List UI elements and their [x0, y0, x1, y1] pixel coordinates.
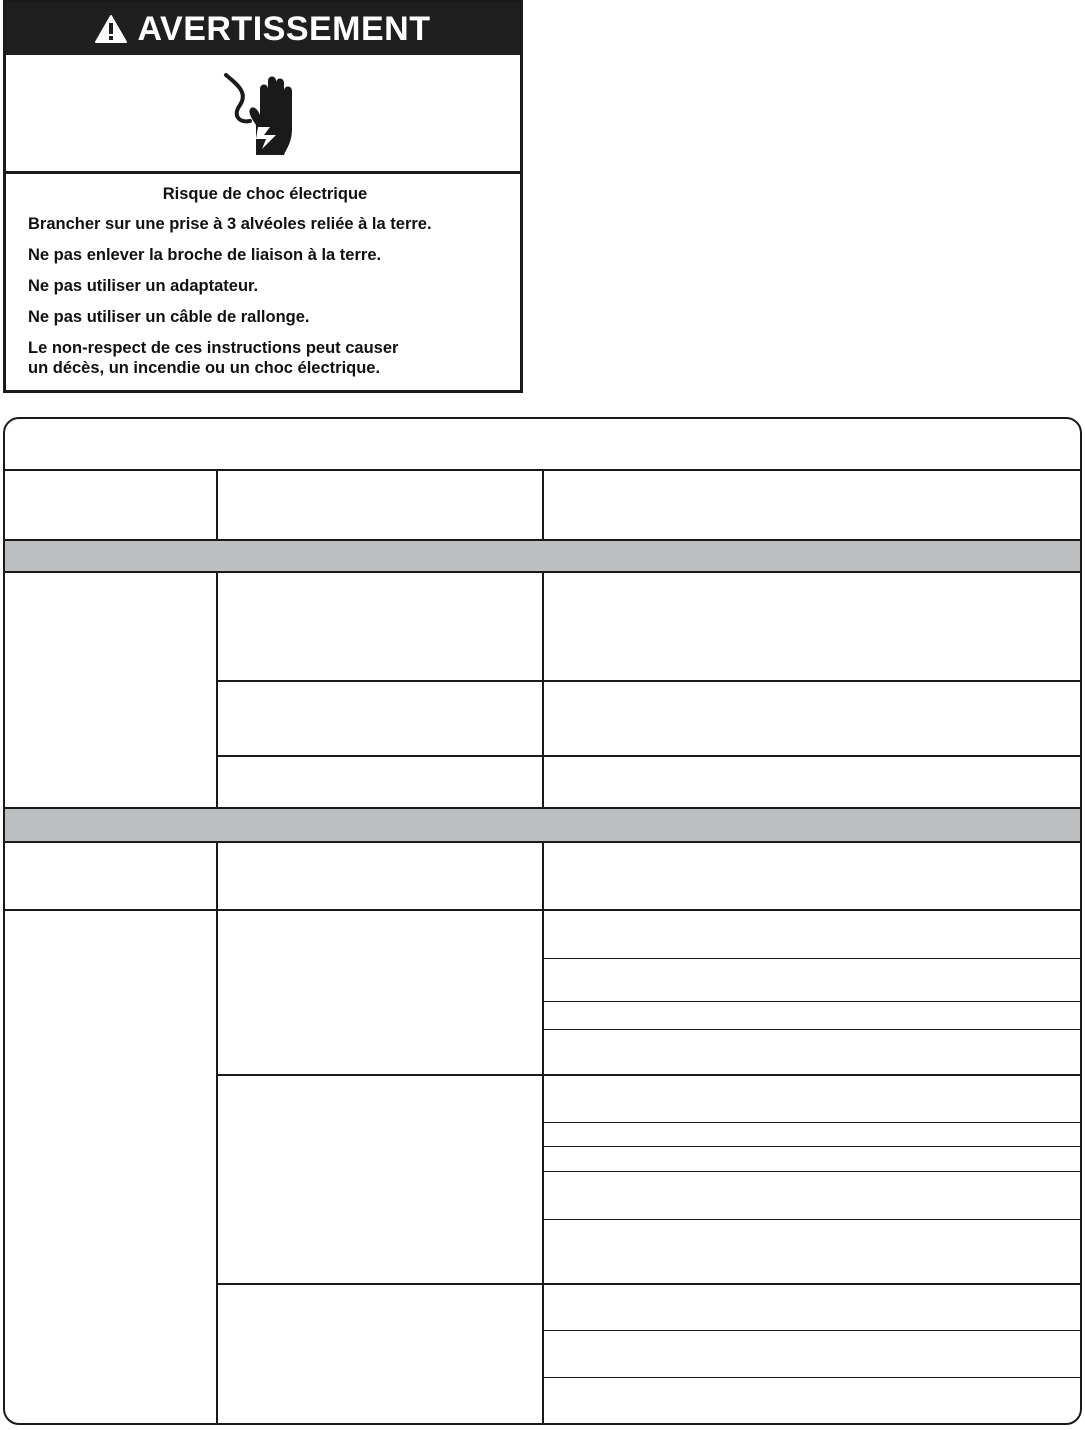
warning-consequence: Le non-respect de ces instructions peut causer un décès, un incendie ou un choc électrique. — [28, 339, 399, 377]
column-divider — [542, 843, 544, 1425]
row-divider — [542, 1146, 1080, 1147]
row-divider — [542, 1330, 1080, 1331]
warning-header — [6, 3, 520, 55]
row-divider — [542, 1171, 1080, 1172]
pictogram-panel — [6, 55, 520, 174]
electrical-warning-label — [3, 0, 523, 393]
column-divider — [216, 469, 218, 539]
row-divider — [216, 1283, 1080, 1285]
warning-text — [6, 174, 520, 378]
row-divider — [216, 755, 1080, 757]
warning-instruction: Ne pas utiliser un adaptateur. — [28, 277, 259, 295]
warning-instruction: Ne pas utiliser un câble de rallonge. — [28, 308, 310, 326]
row-divider — [542, 1219, 1080, 1220]
warning-instruction: Ne pas enlever la broche de liaison à la terre. — [28, 246, 382, 264]
row-divider — [542, 1122, 1080, 1123]
troubleshooting-table — [3, 417, 1082, 1425]
row-divider — [216, 1074, 1080, 1076]
row-divider — [542, 1029, 1080, 1030]
column-divider — [216, 843, 218, 1425]
column-divider — [542, 469, 544, 539]
section-band — [5, 807, 1080, 843]
warning-title: AVERTISSEMENT — [137, 9, 431, 48]
column-divider — [542, 573, 544, 807]
row-divider — [542, 958, 1080, 959]
warning-instruction: Brancher sur une prise à 3 alvéoles reliée à la terre. — [28, 215, 432, 233]
electric-shock-hand-icon — [218, 63, 308, 163]
column-divider — [216, 573, 218, 807]
row-divider — [542, 1377, 1080, 1378]
row-divider — [216, 680, 1080, 682]
warning-heading: Risque de choc électrique — [162, 185, 368, 203]
alert-triangle-icon — [95, 14, 127, 44]
row-divider — [542, 1001, 1080, 1002]
section-band — [5, 539, 1080, 573]
